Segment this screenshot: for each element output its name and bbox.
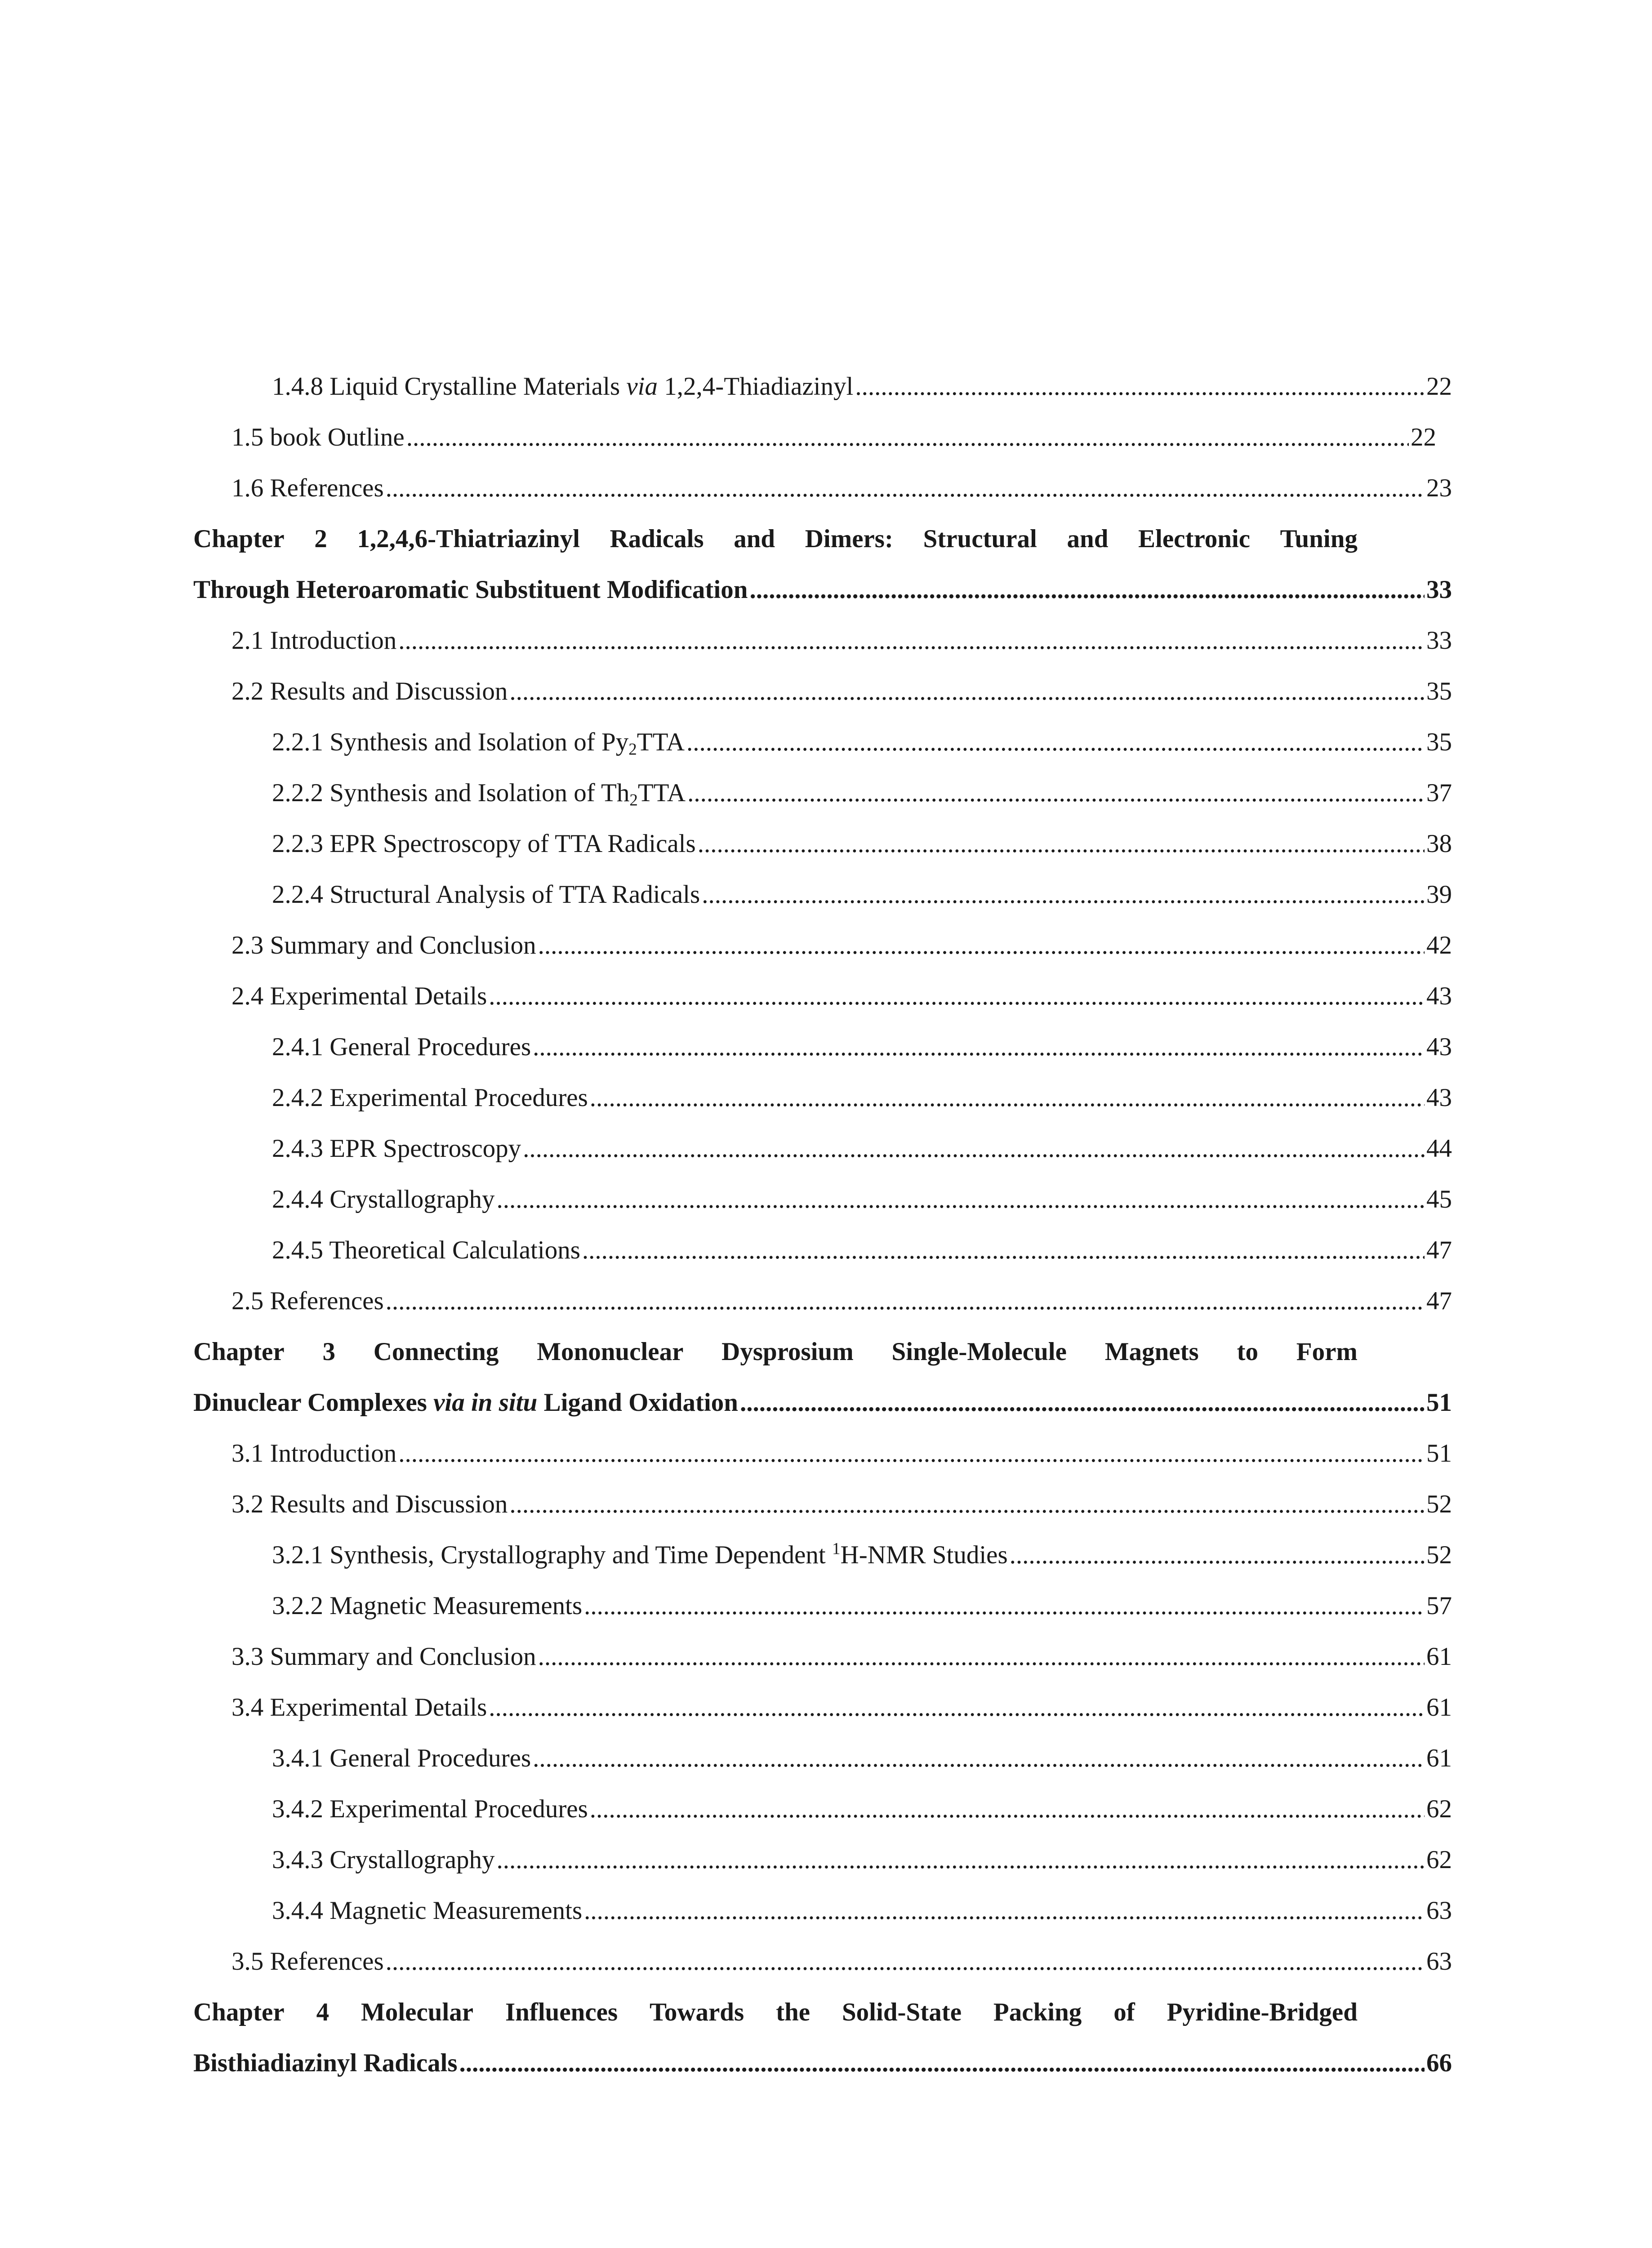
dot-leader <box>509 1482 1425 1527</box>
toc-entry-label: 2.4.1 General Procedures <box>272 1033 531 1061</box>
toc-entry-label: 3.4.1 General Procedures <box>272 1744 531 1772</box>
toc-chapter-word: Dimers: <box>805 525 893 553</box>
toc-chapter-word: Towards <box>650 1998 744 2026</box>
dot-leader <box>740 1380 1425 1425</box>
dot-leader <box>459 2041 1425 2086</box>
dot-leader <box>533 1736 1425 1781</box>
toc-entry-label: 2.5 References <box>232 1287 384 1315</box>
toc-entry-label: 2.2.3 EPR Spectroscopy of TTA Radicals <box>272 830 696 858</box>
dot-leader <box>855 364 1425 409</box>
toc-subsection-entry <box>272 1025 1452 1070</box>
toc-page-number: 61 <box>1426 1744 1452 1772</box>
toc-entry-label: 2.1 Introduction <box>232 626 397 655</box>
toc-entry-label: 2.2 Results and Discussion <box>232 677 508 705</box>
toc-section-entry <box>232 1634 1452 1679</box>
toc-page-number: 45 <box>1426 1185 1452 1213</box>
toc-entry-label: 2.4.2 Experimental Procedures <box>272 1084 588 1112</box>
toc-page-number: 52 <box>1426 1490 1452 1518</box>
dot-leader <box>749 567 1425 612</box>
dot-leader <box>523 1126 1425 1171</box>
toc-entry-label: 2.4.3 EPR Spectroscopy <box>272 1134 521 1163</box>
toc-subsection-entry <box>272 1533 1452 1578</box>
toc-chapter-word: and <box>1067 525 1109 553</box>
toc-entry-label: Bisthiadiazinyl Radicals <box>193 2049 458 2077</box>
toc-page-number: 52 <box>1426 1541 1452 1569</box>
toc-chapter-word: 3 <box>322 1338 335 1366</box>
toc-page-number: 23 <box>1426 474 1452 502</box>
toc-entry-label: 2.4.5 Theoretical Calculations <box>272 1236 580 1264</box>
toc-chapter-word: Single-Molecule <box>891 1338 1067 1366</box>
toc-chapter-word: Dysprosium <box>721 1338 854 1366</box>
toc-subsection-entry <box>272 364 1452 409</box>
toc-entry-label: 2.2.4 Structural Analysis of TTA Radicals <box>272 880 700 909</box>
toc-chapter-word: Electronic <box>1138 525 1251 553</box>
dot-leader <box>590 1075 1425 1120</box>
toc-chapter-word: Molecular <box>361 1998 474 2026</box>
toc-subsection-entry <box>272 1787 1452 1832</box>
toc-entry-label: 1.5 book Outline <box>232 423 405 451</box>
toc-chapter-word: Pyridine-Bridged <box>1167 1998 1358 2026</box>
toc-chapter-word: Chapter <box>193 525 285 553</box>
toc-page-number: 37 <box>1426 779 1452 807</box>
toc-chapter-word: Structural <box>923 525 1037 553</box>
toc-section-entry <box>232 923 1452 968</box>
toc-page-number: 61 <box>1426 1642 1452 1671</box>
dot-leader <box>584 1583 1425 1628</box>
toc-page-number: 47 <box>1426 1287 1452 1315</box>
toc-section-entry <box>232 466 1452 511</box>
toc-chapter-word: Chapter <box>193 1338 285 1366</box>
toc-entry-label: 3.4.3 Crystallography <box>272 1846 495 1874</box>
dot-leader <box>702 872 1425 917</box>
toc-entry-label: Dinuclear Complexes via in situ Ligand Oxidation <box>193 1388 738 1417</box>
toc-chapter-word: Chapter <box>193 1998 285 2026</box>
toc-page-number: 43 <box>1426 982 1452 1010</box>
toc-entry-label: 1.4.8 Liquid Crystalline Materials via 1,2,4-Thiadiazinyl <box>272 372 854 401</box>
toc-section-entry <box>232 1939 1452 1984</box>
toc-entry-label: 3.2.1 Synthesis, Crystallography and Time Dependent $^1$H-NMR Studies <box>272 1539 1008 1569</box>
toc-page-number: 61 <box>1426 1693 1452 1722</box>
toc-chapter-heading-line1 <box>193 1990 1358 2035</box>
toc-chapter-entry <box>193 2041 1452 2086</box>
toc-chapter-heading-line1 <box>193 1329 1358 1374</box>
toc-entry-label: 3.2 Results and Discussion <box>232 1490 508 1518</box>
toc-page-number: 47 <box>1426 1236 1452 1264</box>
toc-section-entry <box>232 1279 1452 1324</box>
toc-page-number: 35 <box>1426 728 1452 756</box>
toc-page-number: 35 <box>1426 677 1452 705</box>
dot-leader <box>398 618 1425 663</box>
toc-entry-label: 2.3 Summary and Conclusion <box>232 931 536 959</box>
toc-chapter-word: Solid-State <box>842 1998 962 2026</box>
toc-chapter-word: Connecting <box>373 1338 499 1366</box>
toc-subsection-entry <box>272 1075 1452 1120</box>
toc-entry-label: 2.2.2 Synthesis and Isolation of $Th_2TTA$ <box>272 779 686 810</box>
toc-page-number: 38 <box>1426 830 1452 858</box>
toc-chapter-heading-line1 <box>193 517 1358 562</box>
toc-entry-label: 2.2.1 Synthesis and Isolation of $Py_2TTA$ <box>272 728 685 759</box>
dot-leader <box>538 923 1425 968</box>
toc-subsection-entry <box>272 771 1452 816</box>
toc-section-entry <box>232 415 1436 460</box>
toc-page-number: 63 <box>1426 1947 1452 1976</box>
toc-page-number: 43 <box>1426 1084 1452 1112</box>
toc-chapter-word: and <box>734 525 775 553</box>
toc-chapter-word: of <box>1113 1998 1135 2026</box>
dot-leader <box>698 821 1425 866</box>
toc-chapter-word: 1,2,4,6-Thiatriazinyl <box>357 525 580 553</box>
dot-leader <box>509 669 1425 714</box>
toc-entry-label: 3.4 Experimental Details <box>232 1693 487 1722</box>
toc-entry-label: 2.4 Experimental Details <box>232 982 487 1010</box>
toc-entry-label: Through Heteroaromatic Substituent Modification <box>193 575 748 604</box>
toc-subsection-entry <box>272 1888 1452 1933</box>
toc-page-number: 57 <box>1426 1592 1452 1620</box>
toc-page-number: 42 <box>1426 931 1452 959</box>
toc-subsection-entry <box>272 1583 1452 1628</box>
dot-leader <box>406 415 1409 460</box>
toc-chapter-word: 2 <box>314 525 327 553</box>
toc-entry-label: 3.5 References <box>232 1947 384 1976</box>
toc-chapter-entry <box>193 1380 1452 1425</box>
toc-chapter-word: Radicals <box>610 525 704 553</box>
toc-chapter-word: Influences <box>505 1998 618 2026</box>
toc-subsection-entry <box>272 872 1452 917</box>
toc-subsection-entry <box>272 1177 1452 1222</box>
dot-leader <box>584 1888 1425 1933</box>
toc-subsection-entry <box>272 821 1452 866</box>
toc-chapter-word: Magnets <box>1104 1338 1199 1366</box>
toc-entry-label: 1.6 References <box>232 474 384 502</box>
dot-leader <box>489 974 1425 1019</box>
dot-leader <box>538 1634 1425 1679</box>
toc-subsection-entry <box>272 1838 1452 1882</box>
toc-page-number: 33 <box>1426 575 1452 604</box>
toc-page-number: 44 <box>1426 1134 1452 1163</box>
dot-leader <box>590 1787 1425 1832</box>
dot-leader <box>687 771 1425 816</box>
dot-leader <box>582 1228 1425 1273</box>
toc-chapter-word: 4 <box>316 1998 330 2026</box>
toc-page-number: 51 <box>1426 1388 1452 1417</box>
toc-entry-label: 3.2.2 Magnetic Measurements <box>272 1592 583 1620</box>
dot-leader <box>686 720 1425 765</box>
toc-section-entry <box>232 1685 1452 1730</box>
dot-leader <box>497 1838 1425 1882</box>
toc-chapter-word: the <box>776 1998 810 2026</box>
toc-section-entry <box>232 618 1452 663</box>
toc-chapter-word: Tuning <box>1280 525 1358 553</box>
toc-entry-label: 3.4.2 Experimental Procedures <box>272 1795 588 1823</box>
dot-leader <box>386 1939 1425 1984</box>
toc-page-number: 39 <box>1426 880 1452 909</box>
toc-page-number: 33 <box>1426 626 1452 655</box>
toc-section-entry <box>232 669 1452 714</box>
dot-leader <box>1010 1533 1425 1578</box>
dot-leader <box>497 1177 1425 1222</box>
toc-entry-label: 3.1 Introduction <box>232 1439 397 1467</box>
toc-subsection-entry <box>272 1228 1452 1273</box>
toc-subsection-entry <box>272 1736 1452 1781</box>
dot-leader <box>386 466 1425 511</box>
toc-entry-label: 3.4.4 Magnetic Measurements <box>272 1896 583 1925</box>
toc-chapter-word: Form <box>1296 1338 1358 1366</box>
dot-leader <box>489 1685 1425 1730</box>
toc-page-number: 62 <box>1426 1795 1452 1823</box>
dot-leader <box>398 1431 1425 1476</box>
toc-page-number: 63 <box>1426 1896 1452 1925</box>
toc-chapter-word: to <box>1237 1338 1258 1366</box>
toc-page-number: 43 <box>1426 1033 1452 1061</box>
toc-section-entry <box>232 1431 1452 1476</box>
toc-section-entry <box>232 1482 1452 1527</box>
toc-page-number: 22 <box>1411 423 1436 451</box>
toc-entry-label: 2.4.4 Crystallography <box>272 1185 495 1213</box>
toc-section-entry <box>232 974 1452 1019</box>
toc-chapter-word: Packing <box>993 1998 1082 2026</box>
toc-page-number: 22 <box>1426 372 1452 401</box>
toc-subsection-entry <box>272 720 1452 765</box>
toc-entry-label: 3.3 Summary and Conclusion <box>232 1642 536 1671</box>
toc-page-number: 51 <box>1426 1439 1452 1467</box>
toc-subsection-entry <box>272 1126 1452 1171</box>
toc-chapter-word: Mononuclear <box>537 1338 684 1366</box>
dot-leader <box>386 1279 1425 1324</box>
dot-leader <box>533 1025 1425 1070</box>
toc-page-number: 62 <box>1426 1846 1452 1874</box>
toc-chapter-entry <box>193 567 1452 612</box>
toc-page-number: 66 <box>1426 2049 1452 2077</box>
